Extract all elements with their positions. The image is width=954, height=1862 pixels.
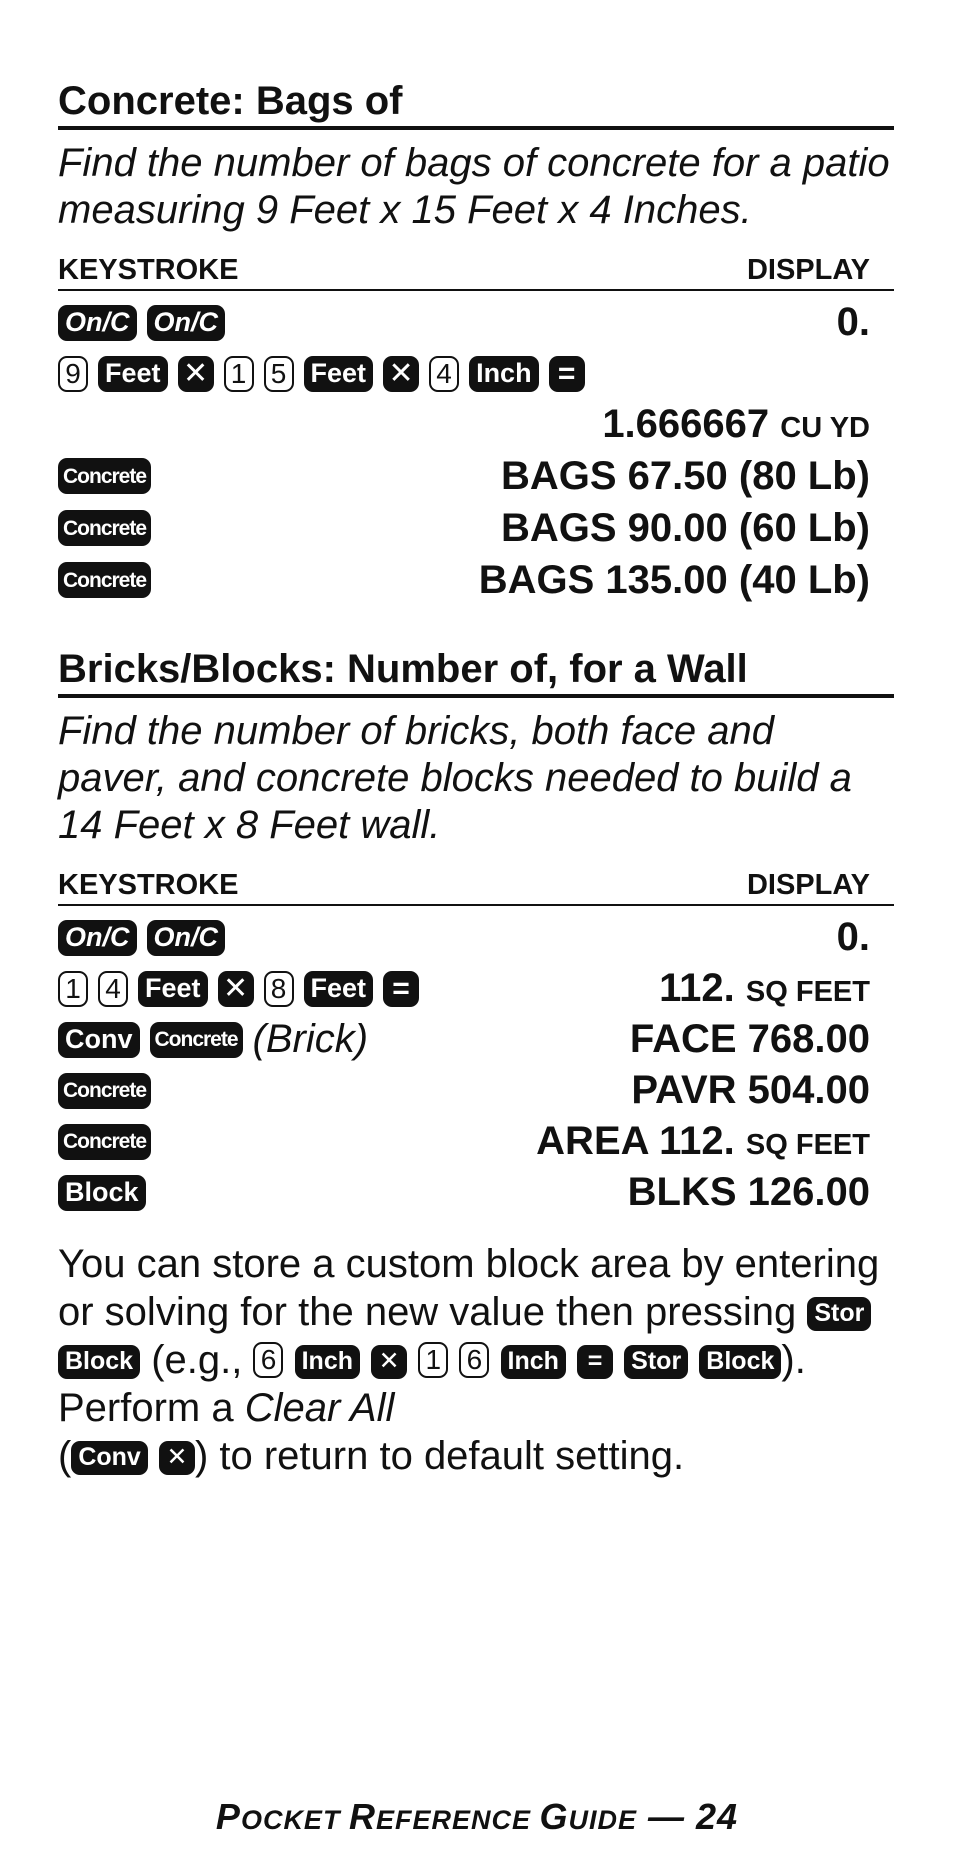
times-key[interactable]: ✕	[218, 971, 254, 1007]
concrete-key[interactable]: Concrete	[58, 510, 151, 546]
inch-key[interactable]: Inch	[295, 1345, 360, 1379]
keystroke-row	[58, 450, 894, 502]
bricks-column-header	[58, 869, 894, 906]
digit-1-key[interactable]: 1	[418, 1342, 448, 1378]
stor-key[interactable]: Stor	[807, 1297, 871, 1331]
display-value: 0.	[836, 915, 870, 959]
times-key[interactable]: ✕	[159, 1441, 195, 1475]
concrete-key[interactable]: Concrete	[58, 562, 151, 598]
unit-label: SQ FEET	[745, 1129, 870, 1161]
clear-all-text: Clear All	[244, 1386, 395, 1430]
block-key[interactable]: Block	[58, 1345, 140, 1379]
equals-key[interactable]: =	[383, 971, 419, 1007]
display-value: 112. SQ FEET	[659, 966, 870, 1010]
block-key[interactable]: Block	[58, 1175, 146, 1211]
unit-label: CU YD	[780, 412, 870, 444]
display-value: FACE 768.00	[629, 1017, 870, 1061]
bricks-title: Bricks/Blocks: Number of, for a Wall	[58, 646, 894, 698]
concrete-intro: Find the number of bags of concrete for a patio measuring 9 Feet x 15 Feet x 4 Inches.	[58, 141, 890, 232]
on-c-key[interactable]: On/C	[147, 305, 226, 341]
keystroke-row	[58, 348, 894, 399]
display-value: BLKS 126.00	[627, 1170, 870, 1214]
page	[58, 0, 894, 1480]
on-c-key[interactable]: On/C	[147, 920, 226, 956]
brick-note: (Brick)	[252, 1017, 369, 1061]
conv-key[interactable]: Conv	[71, 1441, 148, 1475]
digit-4-key[interactable]: 4	[98, 971, 128, 1007]
digit-6-key[interactable]: 6	[459, 1342, 489, 1378]
page-footer: POCKET REFERENCE GUIDE — 24	[215, 1796, 739, 1837]
display-value: PAVR 504.00	[631, 1068, 870, 1112]
concrete-key[interactable]: Concrete	[58, 1073, 151, 1109]
feet-key[interactable]: Feet	[304, 356, 374, 392]
digit-1-key[interactable]: 1	[58, 971, 88, 1007]
digit-4-key[interactable]: 4	[429, 356, 459, 392]
inch-key[interactable]: Inch	[469, 356, 539, 392]
feet-key[interactable]: Feet	[98, 356, 168, 392]
keystroke-label: KEYSTROKE	[58, 869, 239, 901]
feet-key[interactable]: Feet	[304, 971, 374, 1007]
concrete-key[interactable]: Concrete	[150, 1022, 243, 1058]
keystroke-row	[58, 1116, 894, 1167]
keystroke-row	[58, 297, 894, 348]
concrete-column-header	[58, 254, 894, 291]
digit-9-key[interactable]: 9	[58, 356, 88, 392]
conv-key[interactable]: Conv	[58, 1022, 140, 1058]
display-label: DISPLAY	[746, 254, 870, 286]
keystroke-row	[58, 502, 894, 554]
on-c-key[interactable]: On/C	[58, 920, 137, 956]
concrete-title: Concrete: Bags of	[58, 78, 894, 130]
keystroke-row	[58, 1065, 894, 1116]
times-key[interactable]: ✕	[371, 1345, 407, 1379]
unit-label: SQ FEET	[745, 976, 870, 1008]
equals-key[interactable]: =	[577, 1345, 613, 1379]
keystroke-row	[58, 963, 894, 1014]
display-value: AREA 112. SQ FEET	[536, 1119, 870, 1163]
times-key[interactable]: ✕	[383, 356, 419, 392]
keystroke-label: KEYSTROKE	[58, 254, 239, 286]
block-key[interactable]: Block	[699, 1345, 781, 1379]
display-label: DISPLAY	[746, 869, 870, 901]
on-c-key[interactable]: On/C	[58, 305, 137, 341]
keystroke-row	[58, 1167, 894, 1218]
keystroke-row	[58, 1014, 894, 1065]
digit-8-key[interactable]: 8	[264, 971, 294, 1007]
display-value: 1.666667 CU YD	[602, 402, 870, 446]
keystroke-row	[58, 912, 894, 963]
display-value: BAGS 67.50 (80 Lb)	[500, 453, 870, 498]
keystroke-row	[58, 399, 894, 450]
equals-key[interactable]: =	[549, 356, 585, 392]
concrete-key[interactable]: Concrete	[58, 1124, 151, 1160]
times-key[interactable]: ✕	[178, 356, 214, 392]
stor-key[interactable]: Stor	[624, 1345, 688, 1379]
display-value: BAGS 135.00 (40 Lb)	[478, 557, 870, 602]
feet-key[interactable]: Feet	[138, 971, 208, 1007]
digit-1-key[interactable]: 1	[224, 356, 254, 392]
inch-key[interactable]: Inch	[501, 1345, 566, 1379]
display-value: 0.	[836, 300, 870, 344]
display-value: BAGS 90.00 (60 Lb)	[500, 505, 870, 550]
bricks-intro: Find the number of bricks, both face and paver, and concrete blocks needed to build a 14 Feet x 8 Feet wall.	[58, 709, 852, 847]
keystroke-row	[58, 554, 894, 606]
page-number: — 24	[637, 1796, 739, 1837]
bricks-section	[58, 646, 894, 1218]
custom-block-paragraph: You can store a custom block area by entering or solving for the new value then pressing Stor Block (e.g., 6 Inch ✕ 1 6 Inch = Stor Block ). Perform a Clear All ( Conv ✕ ) to return to default setting.	[58, 1242, 880, 1478]
digit-6-key[interactable]: 6	[253, 1342, 283, 1378]
concrete-section	[58, 78, 894, 606]
digit-5-key[interactable]: 5	[264, 356, 294, 392]
concrete-key[interactable]: Concrete	[58, 458, 151, 494]
